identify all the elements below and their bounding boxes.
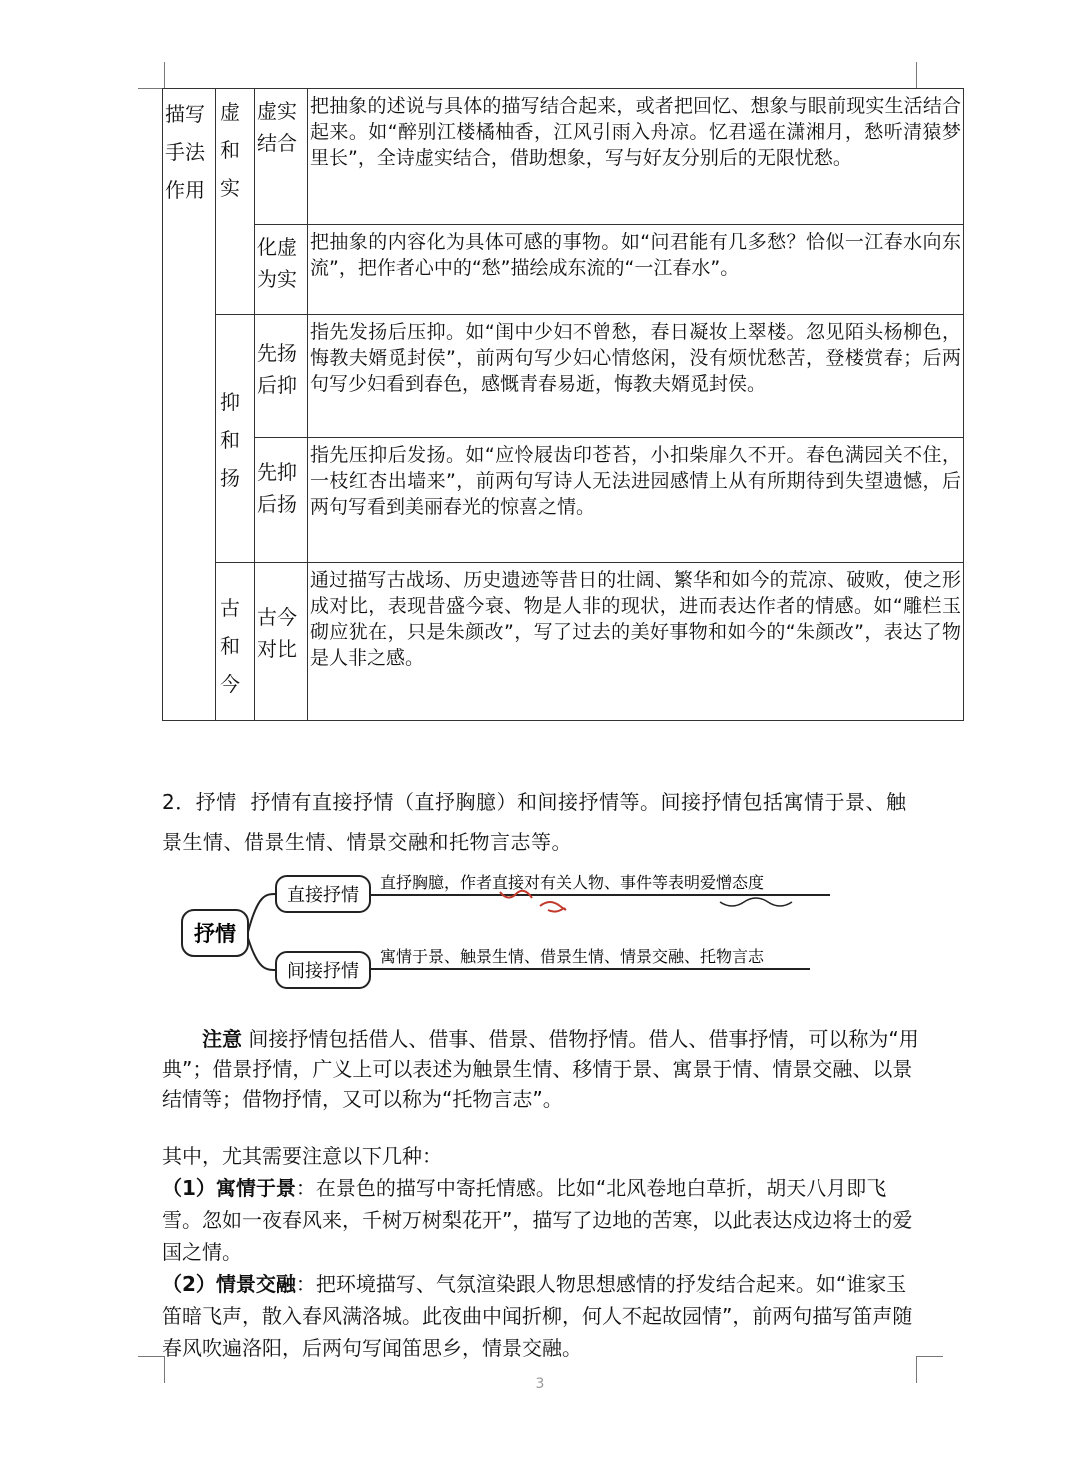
lyric-section-text: 抒情有直接抒情（直抒胸臆）和间接抒情等。间接抒情包括寓情于景、触景生情、借景生情、情景交融和托物言志等。 bbox=[162, 790, 907, 854]
mindmap-connector-direct bbox=[248, 894, 276, 932]
focus-item bbox=[162, 1172, 922, 1268]
sub-label: 先抑后扬 bbox=[255, 438, 308, 563]
description-cell: 指先发扬后压抑。如“闺中少妇不曾愁，春日凝妆上翠楼。忽见陌头杨柳色，悔教夫婿觅封侯”，前两句写少妇心情悠闲，没有烦忧愁苦，登楼赏春；后两句写少妇看到春色，感慨青春易逝，悔教夫婿觅封侯。 bbox=[308, 315, 964, 438]
mindmap-branch-direct-label: 直接抒情 bbox=[287, 885, 359, 906]
group-label-virtual-real: 虚和实 bbox=[216, 89, 255, 315]
focus-item-num: （2） bbox=[162, 1272, 216, 1296]
sub-label: 古今对比 bbox=[255, 563, 308, 721]
lyric-section-paragraph bbox=[162, 782, 922, 862]
black-ink-wavy-underline bbox=[720, 898, 792, 906]
sub-label: 化虚为实 bbox=[255, 225, 308, 315]
description-cell: 把抽象的内容化为具体可感的事物。如“问君能有几多愁？恰似一江春水向东流”，把作者心中的“愁”描绘成东流的“一江春水”。 bbox=[308, 225, 964, 315]
note-paragraph bbox=[162, 1024, 922, 1114]
description-cell: 把抽象的述说与具体的描写结合起来，或者把回忆、想象与眼前现实生活结合起来。如“醉别江楼橘柚香，江风引雨入舟凉。忆君遥在潇湘月，愁听清猿梦里长”，全诗虚实结合，借助想象，写与好友分别后的无限忧愁。 bbox=[308, 89, 964, 225]
mindmap-connector-indirect bbox=[248, 938, 276, 970]
mindmap-note-direct: 直抒胸臆，作者直接对有关人物、事件等表明爱憎态度 bbox=[380, 873, 765, 892]
focus-list bbox=[162, 1140, 922, 1364]
techniques-table bbox=[162, 88, 964, 721]
sub-label: 先扬后抑 bbox=[255, 315, 308, 438]
mindmap-note-indirect: 寓情于景、触景生情、借景生情、情景交融、托物言志 bbox=[380, 947, 765, 966]
crop-mark-top-left bbox=[138, 62, 165, 89]
table-category-cell: 描写手法作用 bbox=[163, 89, 216, 721]
note-text: 间接抒情包括借人、借事、借景、借物抒情。借人、借事抒情，可以称为“用典”；借景抒情，广义上可以表述为触景生情、移情于景、寓景于情、情景交融、以景结情等；借物抒情，又可以称为“托物言志”。 bbox=[162, 1027, 919, 1111]
page-number: 3 bbox=[535, 1376, 545, 1392]
focus-item-text: ：在景色的描写中寄托情感。比如“北风卷地白草折，胡天八月即飞雪。忽如一夜春风来，千树万树梨花开”，描写了边地的苦寒，以此表达戍边将士的爱国之情。 bbox=[162, 1176, 913, 1264]
focus-item-title: 情景交融 bbox=[215, 1272, 296, 1296]
note-label: 注意 bbox=[202, 1027, 242, 1051]
focus-item-num: （1） bbox=[162, 1176, 216, 1200]
mindmap-branch-indirect-label: 间接抒情 bbox=[287, 961, 359, 982]
red-ink-scribble-mark bbox=[540, 902, 565, 912]
description-cell: 指先压抑后发扬。如“应怜屐齿印苍苔，小扣柴扉久不开。春色满园关不住，一枝红杏出墙来”，前两句写诗人无法进园感情上从有所期待到失望遗憾，后两句写看到美丽春光的惊喜之情。 bbox=[308, 438, 964, 563]
group-label-suppress-promote: 抑和扬 bbox=[216, 315, 255, 563]
focus-intro: 其中，尤其需要注意以下几种： bbox=[162, 1144, 442, 1168]
crop-mark-top-right bbox=[916, 62, 943, 89]
lyric-mindmap bbox=[170, 862, 850, 992]
focus-item-text: ：把环境描写、气氛渲染跟人物思想感情的抒发结合起来。如“谁家玉笛暗飞声，散入春风满洛城。此夜曲中闻折柳，何人不起故园情”，前两句描写笛声随春风吹遍洛阳，后两句写闻笛思乡，情景交融。 bbox=[162, 1272, 913, 1360]
mindmap-root-label: 抒情 bbox=[194, 922, 236, 946]
lyric-section-heading: 2．抒情 bbox=[162, 790, 237, 814]
focus-item bbox=[162, 1268, 922, 1364]
focus-item-title: 寓情于景 bbox=[215, 1176, 296, 1200]
description-cell: 通过描写古战场、历史遗迹等昔日的壮阔、繁华和如今的荒凉、破败，使之形成对比，表现昔盛今衰、物是人非的现状，进而表达作者的情感。如“雕栏玉砌应犹在，只是朱颜改”，写了过去的美好事物和如今的“朱颜改”，表达了物是人非之感。 bbox=[308, 563, 964, 721]
sub-label: 虚实结合 bbox=[255, 89, 308, 225]
group-label-past-present: 古和今 bbox=[216, 563, 255, 721]
